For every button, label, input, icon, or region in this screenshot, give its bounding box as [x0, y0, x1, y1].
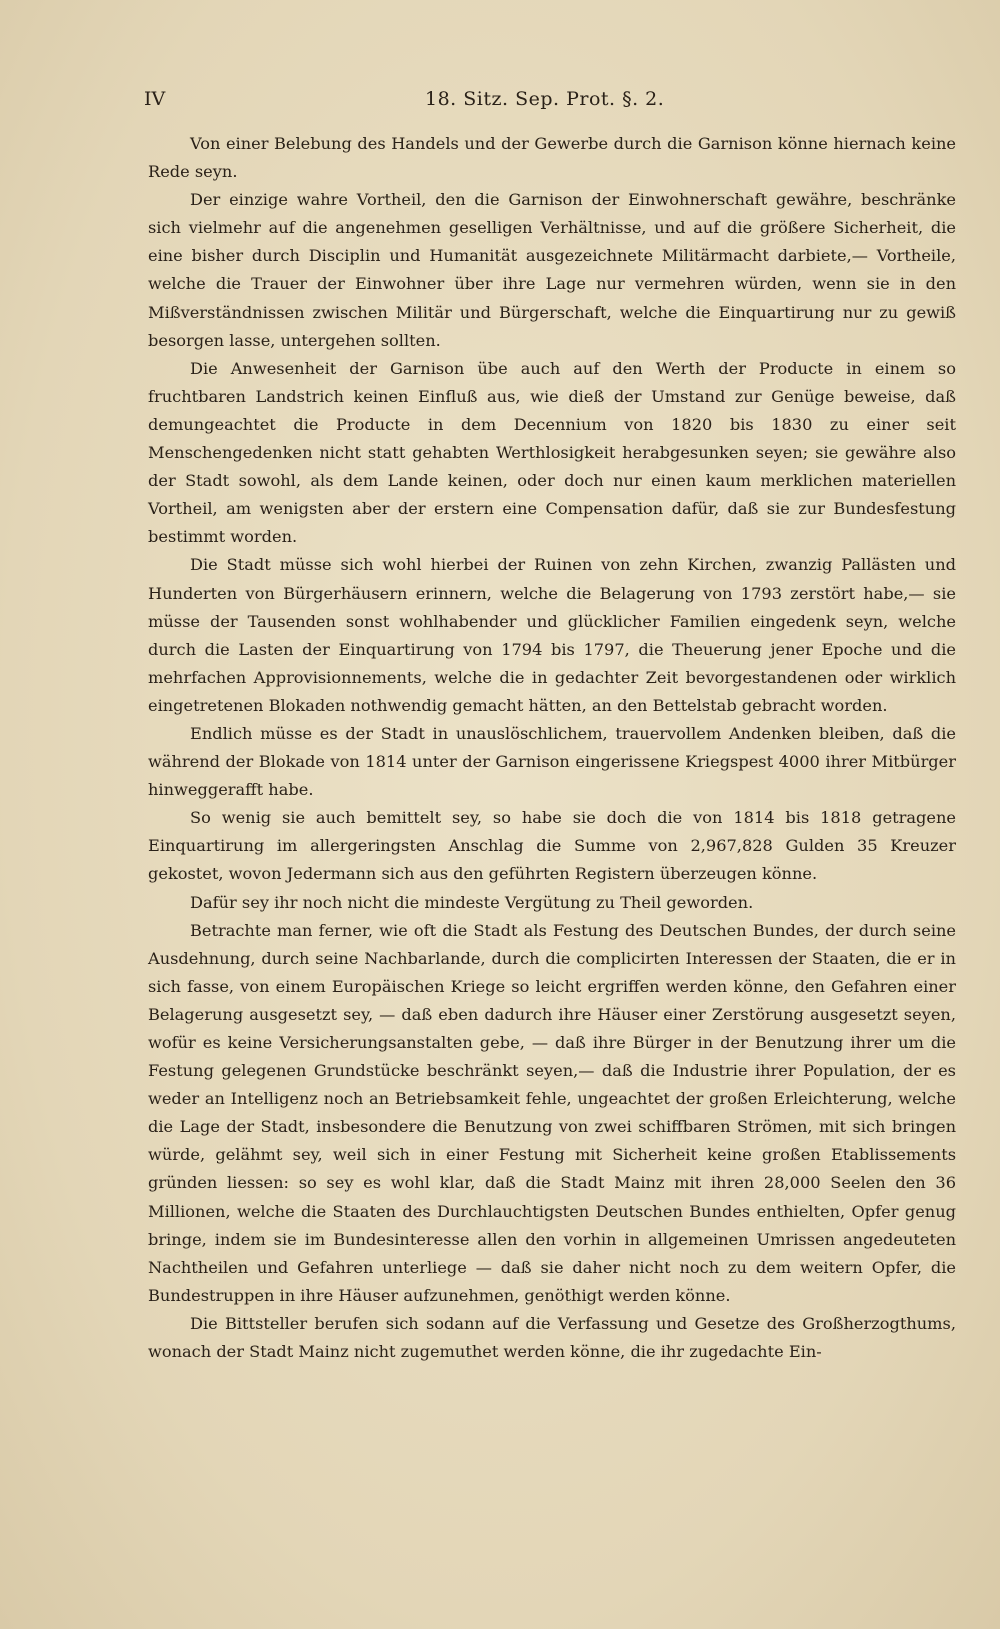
paragraph: Die Bittsteller berufen sich sodann auf die Verfassung und Gesetze des Großherzogthums, wonach der Stadt Mainz nicht zugemuthet werden könne, die ihr zugedachte Ein-	[148, 1313, 956, 1362]
paragraph: Von einer Belebung des Handels und der Gewerbe durch die Garnison könne hiernach keine Rede seyn.	[148, 134, 956, 182]
paragraph: Endlich müsse es der Stadt in unauslöschlichem, trauervollem Andenken bleiben, daß die während der Blokade von 1814 unter der Garnison eingerissene Kriegspest 4000 ihrer Mitbürger hinweggerafft habe.	[148, 723, 956, 800]
body-text	[148, 130, 956, 1366]
page-number: IV	[144, 88, 166, 110]
paragraph: Die Anwesenheit der Garnison übe auch auf den Werth der Producte in einem so fruchtbaren Landstrich keinen Einfluß aus, wie dieß der Umstand zur Genüge beweise, daß demungeachtet die Producte in dem Decennium von 1820 bis 1830 zu einer seit Menschengedenken nicht statt gehabten Werthlosigkeit herabgesunken seyen; sie gewähre also der Stadt sowohl, als dem Lande keinen, oder doch nur einen kaum merklichen materiellen Vortheil, am wenigsten aber der erstern eine Compensation dafür, daß sie zur Bundesfestung bestimmt worden.	[148, 358, 956, 547]
paragraph: Die Stadt müsse sich wohl hierbei der Ruinen von zehn Kirchen, zwanzig Pallästen und Hunderten von Bürgerhäusern erinnern, welche die Belagerung von 1793 zerstört habe,— sie müsse der Tausenden sonst wohlhabender und glücklicher Familien eingedenk seyn, welche durch die Lasten der Einquartirung von 1794 bis 1797, die Theuerung jener Epoche und die mehrfachen Approvisionnements, welche die in gedachter Zeit bevorgestandenen oder wirklich eingetretenen Blokaden nothwendig gemacht hätten, an den Bettelstab gebracht worden.	[148, 555, 956, 715]
running-head: 18. Sitz. Sep. Prot. §. 2.	[425, 88, 665, 110]
paragraph: So wenig sie auch bemittelt sey, so habe sie doch die von 1814 bis 1818 getragene Einquartirung im allergeringsten Anschlag die Summe von 2,967,828 Gulden 35 Kreuzer gekostet, wovon Jedermann sich aus den geführten Registern überzeugen könne.	[148, 808, 956, 884]
paragraph: Betrachte man ferner, wie oft die Stadt als Festung des Deutschen Bundes, der durch seine Ausdehnung, durch seine Nachbarlande, durch die complicirten Interessen der Staaten, die er in sich fasse, von einem Europäischen Kriege so leicht ergriffen werden könne, den Gefahren einer Belagerung ausgesetzt sey, — daß eben dadurch ihre Häuser einer Zerstörung ausgesetzt seyen, wofür es keine Versicherungsanstalten gebe, — daß ihre Bürger in der Benutzung ihrer um die Festung gelegenen Grundstücke beschränkt seyen,— daß die Industrie ihrer Population, der es weder an Intelligenz noch an Betriebsamkeit fehle, ungeachtet der großen Erleichterung, welche die Lage der Stadt, insbesondere die Benutzung von zwei schiffbaren Strömen, mit sich bringen würde, gelähmt sey, weil sich in einer Festung mit Sicherheit keine großen Etablissements gründen liessen: so sey es wohl klar, daß die Stadt Mainz mit ihren 28,000 Seelen den 36 Millionen, welche die Staaten des Durchlauchtigsten Deutschen Bundes enthielten, Opfer genug bringe, indem sie im Bundesinteresse allen den vorhin in allgemeinen Umrissen angedeuteten Nachtheilen und Gefahren unterliege — daß sie daher nicht noch zu dem weitern Opfer, die Bundestruppen in ihre Häuser aufzunehmen, genöthigt werden könne.	[148, 920, 956, 1305]
paragraph: Der einzige wahre Vortheil, den die Garnison der Einwohnerschaft gewähre, beschränke sich vielmehr auf die angenehmen geselligen Verhältnisse, und auf die größere Sicherheit, die eine bisher durch Disciplin und Humanität ausgezeichnete Militärmacht darbiete,— Vortheile, welche die Trauer der Einwohner über ihre Lage nur vermehren würden, wenn sie in den Mißverständnissen zwischen Militär und Bürgerschaft, welche die Einquartirung nur zu gewiß besorgen lasse, untergehen sollten.	[148, 190, 956, 350]
paragraph: Dafür sey ihr noch nicht die mindeste Vergütung zu Theil geworden.	[190, 892, 754, 912]
page-header	[140, 88, 960, 118]
